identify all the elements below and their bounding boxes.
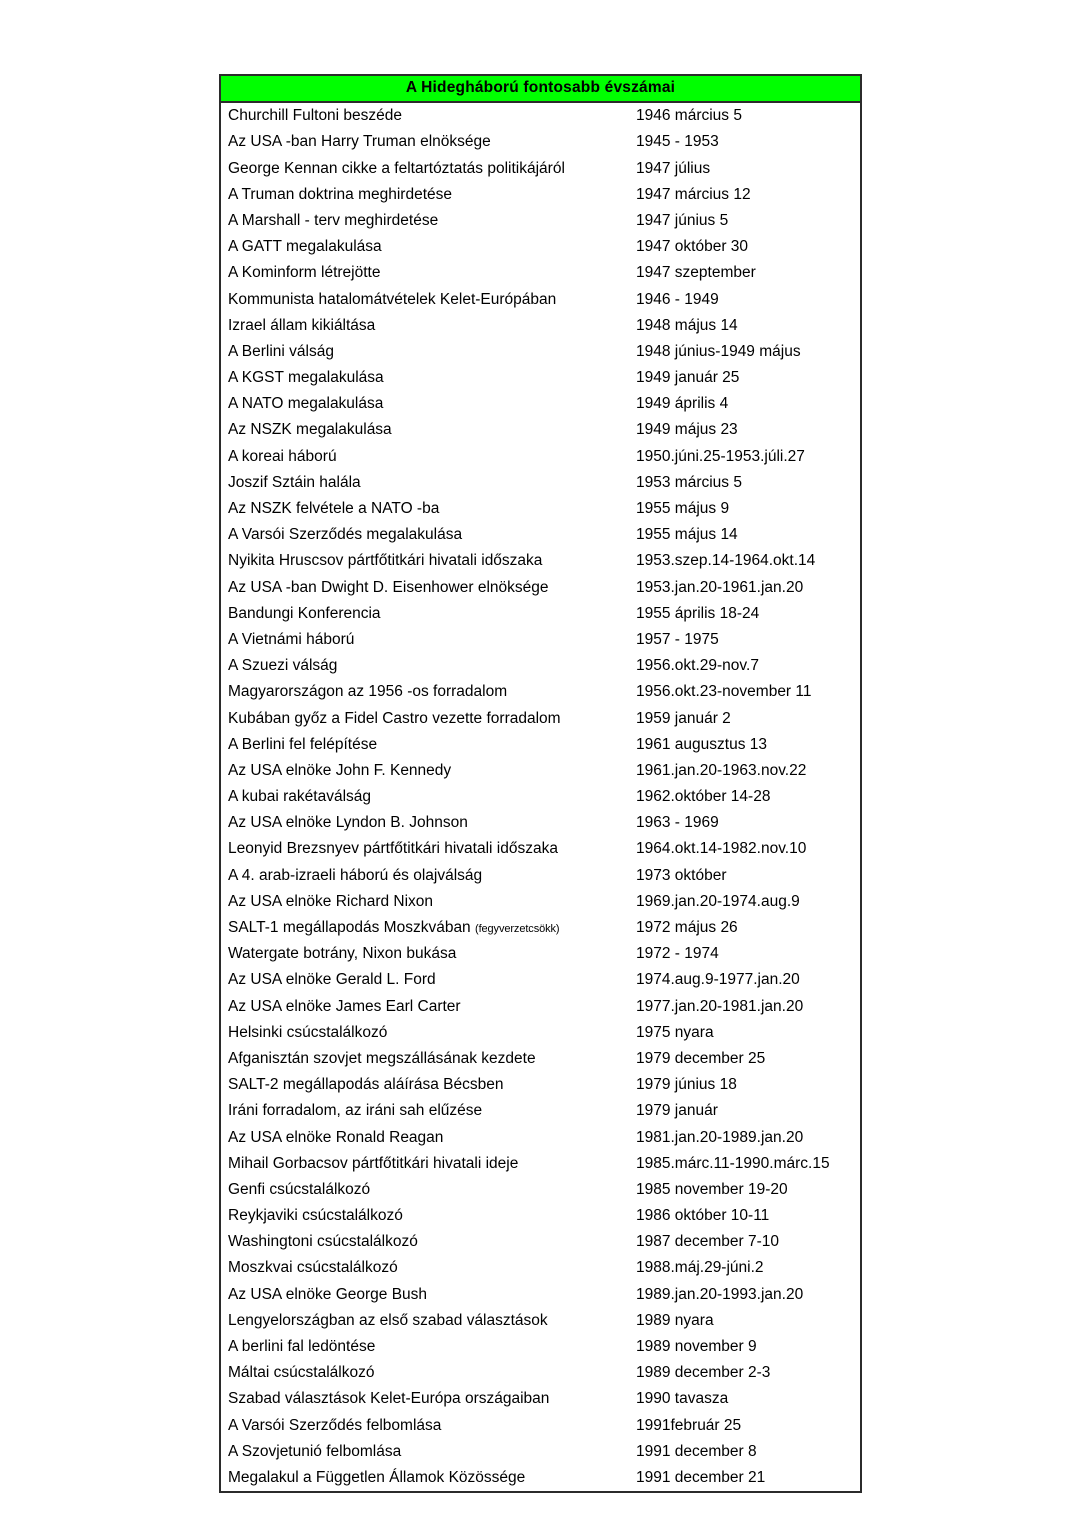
event-label: Az NSZK felvétele a NATO -ba (228, 500, 440, 518)
date-cell: 1956.okt.29-nov.7 (636, 657, 759, 675)
event-label: Watergate botrány, Nixon bukása (228, 945, 457, 963)
table-row (220, 129, 861, 155)
date-cell: 1959 január 2 (636, 709, 731, 727)
cold-war-timeline-table (219, 74, 862, 1493)
event-cell (220, 365, 629, 391)
event-cell (220, 679, 629, 705)
event-label: A Varsói Szerződés megalakulása (228, 526, 463, 544)
event-label: Az USA elnöke Lyndon B. Johnson (228, 814, 468, 832)
event-cell (220, 915, 629, 941)
event-cell (220, 810, 629, 836)
table-row (220, 1334, 861, 1360)
date-cell: 1947 június 5 (636, 211, 729, 229)
event-cell (220, 286, 629, 312)
event-cell (220, 1307, 629, 1333)
event-label: Az USA -ban Harry Truman elnöksége (228, 133, 491, 151)
date-cell: 1989 december 2-3 (636, 1364, 771, 1382)
event-label: Magyarországon az 1956 -os forradalom (228, 683, 508, 701)
event-cell (220, 1098, 629, 1124)
event-label: A kubai rakétaválság (228, 788, 372, 806)
event-cell (220, 1046, 629, 1072)
date-cell: 1974.aug.9-1977.jan.20 (636, 971, 800, 989)
event-label: Iráni forradalom, az iráni sah elűzése (228, 1102, 483, 1120)
event-cell (220, 181, 629, 207)
event-label: Szabad választások Kelet-Európa országaiban (228, 1390, 550, 1408)
timeline-table-container (219, 74, 860, 1493)
date-cell: 1948 május 14 (636, 316, 738, 334)
date-cell: 1979 január (636, 1102, 718, 1120)
table-row (220, 312, 861, 338)
table-row (220, 391, 861, 417)
date-cell: 1946 - 1949 (636, 290, 719, 308)
table-row (220, 679, 861, 705)
table-row (220, 862, 861, 888)
event-label: A GATT megalakulása (228, 238, 382, 256)
event-label: A berlini fal ledöntése (228, 1338, 376, 1356)
table-row (220, 443, 861, 469)
table-row (220, 1229, 861, 1255)
table-row (220, 836, 861, 862)
event-label: Az USA elnöke Gerald L. Ford (228, 971, 436, 989)
event-cell (220, 862, 629, 888)
table-row (220, 993, 861, 1019)
event-cell (220, 1465, 629, 1492)
event-cell (220, 1124, 629, 1150)
date-cell: 1955 május 9 (636, 500, 730, 518)
date-cell: 1946 március 5 (636, 107, 742, 125)
date-cell: 1988.máj.29-júni.2 (636, 1259, 764, 1277)
date-cell: 1981.jan.20-1989.jan.20 (636, 1128, 804, 1146)
event-cell (220, 129, 629, 155)
event-cell (220, 705, 629, 731)
event-cell (220, 1386, 629, 1412)
date-cell: 1964.okt.14-1982.nov.10 (636, 840, 807, 858)
table-body (220, 102, 861, 1492)
event-cell (220, 234, 629, 260)
table-row (220, 1124, 861, 1150)
event-label: Helsinki csúcstalálkozó (228, 1023, 388, 1041)
event-label: Máltai csúcstalálkozó (228, 1364, 375, 1382)
table-row (220, 941, 861, 967)
date-cell: 1947 szeptember (636, 264, 756, 282)
event-label: A Berlini válság (228, 342, 334, 360)
event-label: A Vietnámi háború (228, 630, 355, 648)
table-row (220, 810, 861, 836)
date-cell: 1979 június 18 (636, 1076, 737, 1094)
date-cell: 1956.okt.23-november 11 (636, 683, 812, 701)
table-row (220, 1046, 861, 1072)
table-row (220, 1098, 861, 1124)
date-cell: 1987 december 7-10 (636, 1233, 780, 1251)
event-label: Az USA elnöke Richard Nixon (228, 892, 434, 910)
date-cell: 1989 november 9 (636, 1338, 757, 1356)
event-label: Nyikita Hruscsov pártfőtitkári hivatali időszaka (228, 552, 543, 570)
event-label: A 4. arab-izraeli háború és olajválság (228, 866, 483, 884)
table-row (220, 522, 861, 548)
event-cell (220, 312, 629, 338)
event-label: Az USA elnöke Ronald Reagan (228, 1128, 444, 1146)
table-row (220, 1203, 861, 1229)
date-cell: 1947 március 12 (636, 185, 751, 203)
event-cell (220, 496, 629, 522)
event-cell (220, 443, 629, 469)
event-cell (220, 1281, 629, 1307)
event-cell (220, 155, 629, 181)
date-cell: 1962.október 14-28 (636, 788, 771, 806)
table-row (220, 758, 861, 784)
event-label: SALT-2 megállapodás aláírása Bécsben (228, 1076, 504, 1094)
date-cell: 1979 december 25 (636, 1049, 766, 1067)
table-row (220, 731, 861, 757)
table-row (220, 967, 861, 993)
event-label: Kubában győz a Fidel Castro vezette forradalom (228, 709, 561, 727)
table-row (220, 1072, 861, 1098)
event-cell (220, 548, 629, 574)
table-row (220, 155, 861, 181)
event-label: Moszkvai csúcstalálkozó (228, 1259, 398, 1277)
event-label: Washingtoni csúcstalálkozó (228, 1233, 418, 1251)
event-label: Joszif Sztáin halála (228, 473, 361, 491)
event-cell (220, 1438, 629, 1464)
table-row (220, 1307, 861, 1333)
table-row (220, 888, 861, 914)
table-row (220, 574, 861, 600)
table-row (220, 496, 861, 522)
event-label: Afganisztán szovjet megszállásának kezdete (228, 1049, 536, 1067)
date-cell: 1953.szep.14-1964.okt.14 (636, 552, 816, 570)
date-cell: 1949 január 25 (636, 369, 740, 387)
table-row (220, 1438, 861, 1464)
event-label: Az USA elnöke George Bush (228, 1285, 428, 1303)
event-cell (220, 469, 629, 495)
event-label: A Truman doktrina meghirdetése (228, 185, 453, 203)
event-label: Leonyid Brezsnyev pártfőtitkári hivatali időszaka (228, 840, 558, 858)
event-cell (220, 339, 629, 365)
table-row (220, 417, 861, 443)
event-cell (220, 391, 629, 417)
event-label: A Berlini fel felépítése (228, 735, 378, 753)
date-cell: 1991 december 8 (636, 1442, 757, 1460)
date-cell: 1991február 25 (636, 1416, 742, 1434)
event-label: A Szuezi válság (228, 657, 338, 675)
event-label: SALT-1 megállapodás Moszkvában (228, 919, 471, 937)
table-row (220, 260, 861, 286)
table-row (220, 548, 861, 574)
date-cell: 1949 május 23 (636, 421, 738, 439)
table-row (220, 1255, 861, 1281)
event-cell (220, 627, 629, 653)
date-cell: 1961.jan.20-1963.nov.22 (636, 761, 807, 779)
event-cell (220, 1019, 629, 1045)
event-label: Mihail Gorbacsov pártfőtitkári hivatali ideje (228, 1154, 519, 1172)
date-cell: 1972 május 26 (636, 919, 738, 937)
event-cell (220, 993, 629, 1019)
table-row (220, 1019, 861, 1045)
table-row (220, 1150, 861, 1176)
event-label: A Marshall - terv meghirdetése (228, 211, 439, 229)
event-cell (220, 260, 629, 286)
event-cell (220, 1177, 629, 1203)
event-label: Lengyelországban az első szabad választások (228, 1311, 548, 1329)
table-row (220, 286, 861, 312)
date-cell: 1986 október 10-11 (636, 1207, 770, 1225)
date-cell: 1963 - 1969 (636, 814, 719, 832)
event-label: A Szovjetunió felbomlása (228, 1442, 402, 1460)
date-cell: 1972 - 1974 (636, 945, 719, 963)
event-cell (220, 888, 629, 914)
table-row (220, 1412, 861, 1438)
event-cell (220, 102, 629, 129)
event-cell (220, 758, 629, 784)
event-label: A Kominform létrejötte (228, 264, 381, 282)
event-cell (220, 1255, 629, 1281)
date-cell: 1949 április 4 (636, 395, 729, 413)
table-row (220, 365, 861, 391)
event-label: George Kennan cikke a feltartóztatás politikájáról (228, 159, 565, 177)
date-cell: 1977.jan.20-1981.jan.20 (636, 997, 804, 1015)
date-cell: 1945 - 1953 (636, 133, 719, 151)
date-cell: 1950.júni.25-1953.júli.27 (636, 447, 805, 465)
event-label: Az USA elnöke James Earl Carter (228, 997, 461, 1015)
event-label: Megalakul a Független Államok Közössége (228, 1468, 526, 1486)
event-label: Izrael állam kikiáltása (228, 316, 376, 334)
date-cell: 1947 július (636, 159, 711, 177)
event-cell (220, 1360, 629, 1386)
date-cell: 1948 június-1949 május (636, 342, 801, 360)
date-cell: 1985.márc.11-1990.márc.15 (636, 1154, 830, 1172)
date-cell: 1953.jan.20-1961.jan.20 (636, 578, 804, 596)
event-label: Az USA elnöke John F. Kennedy (228, 761, 452, 779)
event-cell (220, 653, 629, 679)
table-row (220, 1386, 861, 1412)
table-header-row (220, 75, 861, 102)
event-cell (220, 1150, 629, 1176)
event-cell (220, 941, 629, 967)
date-cell: 1969.jan.20-1974.aug.9 (636, 892, 800, 910)
date-cell: 1975 nyara (636, 1023, 714, 1041)
date-cell: 1957 - 1975 (636, 630, 719, 648)
event-cell (220, 600, 629, 626)
event-label: A NATO megalakulása (228, 395, 384, 413)
event-label: A koreai háború (228, 447, 337, 465)
table-row (220, 181, 861, 207)
event-label: Az NSZK megalakulása (228, 421, 392, 439)
event-cell (220, 1229, 629, 1255)
event-cell (220, 1334, 629, 1360)
event-cell (220, 522, 629, 548)
event-label: A KGST megalakulása (228, 369, 384, 387)
table-row (220, 234, 861, 260)
event-cell (220, 836, 629, 862)
date-cell: 1989 nyara (636, 1311, 714, 1329)
table-row (220, 705, 861, 731)
date-cell: 1985 november 19-20 (636, 1180, 788, 1198)
table-row (220, 339, 861, 365)
event-cell (220, 208, 629, 234)
date-cell: 1955 április 18-24 (636, 604, 760, 622)
event-label: Kommunista hatalomátvételek Kelet-Európában (228, 290, 557, 308)
event-label: Churchill Fultoni beszéde (228, 107, 403, 125)
event-label: Az USA -ban Dwight D. Eisenhower elnöksége (228, 578, 549, 596)
table-row (220, 784, 861, 810)
event-cell (220, 1072, 629, 1098)
event-cell (220, 417, 629, 443)
event-cell (220, 1412, 629, 1438)
date-cell: 1973 október (636, 866, 727, 884)
table-row (220, 600, 861, 626)
event-label: Bandungi Konferencia (228, 604, 381, 622)
date-cell: 1961 augusztus 13 (636, 735, 767, 753)
table-title: A Hidegháború fontosabb évszámai (220, 75, 861, 102)
table-row (220, 653, 861, 679)
event-label: A Varsói Szerződés felbomlása (228, 1416, 442, 1434)
table-row (220, 1360, 861, 1386)
event-cell (220, 784, 629, 810)
table-row (220, 915, 861, 941)
event-label: Reykjaviki csúcstalálkozó (228, 1207, 403, 1225)
table-row (220, 469, 861, 495)
event-label: Genfi csúcstalálkozó (228, 1180, 371, 1198)
table-row (220, 627, 861, 653)
table-row (220, 102, 861, 129)
date-cell: 1991 december 21 (636, 1468, 766, 1486)
table-row (220, 208, 861, 234)
date-cell: 1947 október 30 (636, 238, 749, 256)
date-cell: 1955 május 14 (636, 526, 738, 544)
date-cell: 1953 március 5 (636, 473, 742, 491)
table-row (220, 1281, 861, 1307)
event-note: (fegyverzetcsökk) (475, 923, 560, 936)
event-cell (220, 731, 629, 757)
date-cell: 1990 tavasza (636, 1390, 729, 1408)
table-row (220, 1465, 861, 1492)
event-cell (220, 1203, 629, 1229)
date-cell: 1989.jan.20-1993.jan.20 (636, 1285, 804, 1303)
event-cell (220, 967, 629, 993)
table-row (220, 1177, 861, 1203)
event-cell (220, 574, 629, 600)
